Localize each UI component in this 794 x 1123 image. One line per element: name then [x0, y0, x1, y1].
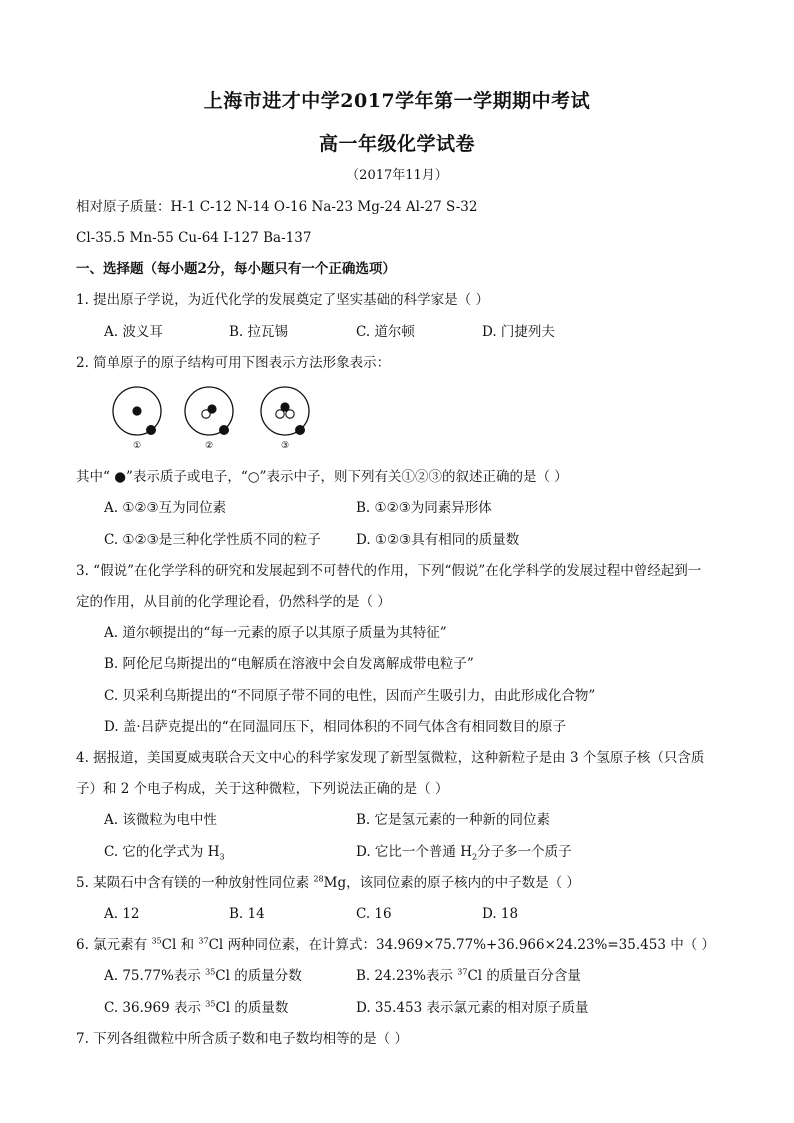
- atom-2-label: ②: [204, 441, 214, 451]
- q1-stem: 1. 提出原子学说，为近代化学的发展奠定了坚实基础的科学家是（ ）: [76, 292, 489, 308]
- atom-1-diagram: [113, 387, 161, 451]
- atom-3-label: ③: [280, 441, 290, 451]
- q3-option-d: D. 盖·吕萨克提出的“在同温同压下，相同体积的不同气体含有相同数目的原子: [104, 719, 567, 735]
- q6-option-c: C. 36.969 表示 $^{35}$Cl 的质量数: [104, 999, 289, 1016]
- q3-stem-2: 定的作用，从目前的化学理论看，仍然科学的是（ ）: [76, 594, 391, 610]
- q4-option-c: C. 它的化学式为 $H_3$: [104, 844, 225, 862]
- atom-1-label: ①: [132, 441, 142, 451]
- q3-option-c: C. 贝采利乌斯提出的“不同原子带不同的电性，因而产生吸引力，由此形成化合物”: [104, 688, 596, 704]
- q3-stem-1: 3. “假说”在化学学科的研究和发展起到不可替代的作用，下列“假说”在化学科学的发展过程中曾经起到一: [76, 563, 702, 579]
- q3-option-a: A. 道尔顿提出的“每一元素的原子以其原子质量为其特征”: [104, 625, 447, 641]
- q6-option-d: D. 35.453 表示氯元素的相对原子质量: [356, 1000, 589, 1016]
- atomic-masses-line2: Cl-35.5 Mn-55 Cu-64 I-127 Ba-137: [76, 230, 312, 246]
- q3-option-b: B. 阿伦尼乌斯提出的“电解质在溶液中会自发离解成带电粒子”: [104, 656, 474, 672]
- q1-option-b: B. 拉瓦锡: [229, 324, 289, 340]
- atom-structure-diagram: [108, 385, 318, 453]
- atom-3-diagram: [261, 387, 309, 451]
- q2-option-b: B. ①②③为同素异形体: [356, 500, 492, 516]
- q4-option-b: B. 它是氢元素的一种新的同位素: [356, 812, 551, 828]
- q1-option-a: A. 波义耳: [104, 324, 163, 340]
- q5-option-d: D. 18: [482, 906, 519, 922]
- q6-stem: 6. 氯元素有 $^{35}$Cl 和 $^{37}$Cl 两种同位素，在计算式：34.969×75.77%+36.966×24.23%=35.453 中（ ）: [76, 936, 716, 953]
- q2-stem: 2. 简单原子的原子结构可用下图表示方法形象表示：: [76, 355, 391, 371]
- q6-option-b: B. 24.23%表示 $^{37}$Cl 的质量百分含量: [356, 967, 581, 984]
- exam-date: （2017年11月）: [346, 168, 448, 183]
- exam-subtitle: 高一年级化学试卷: [318, 133, 475, 155]
- q5-option-b: B. 14: [229, 906, 265, 922]
- atom-2-diagram: [185, 387, 233, 451]
- q4-option-d: D. 它比一个普通 $H_2$分子多一个质子: [356, 844, 572, 862]
- exam-title: 上海市进才中学2017学年第一学期期中考试: [203, 90, 591, 112]
- atomic-masses-line1: 相对原子质量：H-1 C-12 N-14 O-16 Na-23 Mg-24 Al-27 S-32: [76, 199, 478, 215]
- q2-option-c: C. ①②③是三种化学性质不同的粒子: [104, 532, 321, 548]
- q1-option-d: D. 门捷列夫: [482, 324, 555, 340]
- section-heading: 一、选择题（每小题2分，每小题只有一个正确选项）: [76, 261, 396, 277]
- q4-stem-1: 4. 据报道，美国夏威夷联合天文中心的科学家发现了新型氢微粒，这种新粒子是由 3 个氢原子核（只含质: [76, 750, 705, 766]
- q5-option-c: C. 16: [356, 906, 392, 922]
- q4-stem-2: 子）和 2 个电子构成，关于这种微粒，下列说法正确的是（ ）: [76, 781, 449, 797]
- q1-option-c: C. 道尔顿: [356, 324, 415, 340]
- q5-stem: 5. 某陨石中含有镁的一种放射性同位素 $^{28}$Mg，该同位素的原子核内的中子数是（ ）: [76, 874, 580, 891]
- q7-stem: 7. 下列各组微粒中所含质子数和电子数均相等的是（ ）: [76, 1031, 408, 1047]
- q6-option-a: A. 75.77%表示 $^{35}$Cl 的质量分数: [104, 967, 302, 984]
- q2-option-d: D. ①②③具有相同的质量数: [356, 532, 520, 548]
- q5-option-a: A. 12: [104, 906, 140, 922]
- q2-stem-2: 其中“ ●”表示质子或电子，“○”表示中子，则下列有关①②③的叙述正确的是（ ）: [76, 469, 568, 485]
- q4-option-a: A. 该微粒为电中性: [104, 812, 217, 828]
- q2-option-a: A. ①②③互为同位素: [104, 500, 227, 516]
